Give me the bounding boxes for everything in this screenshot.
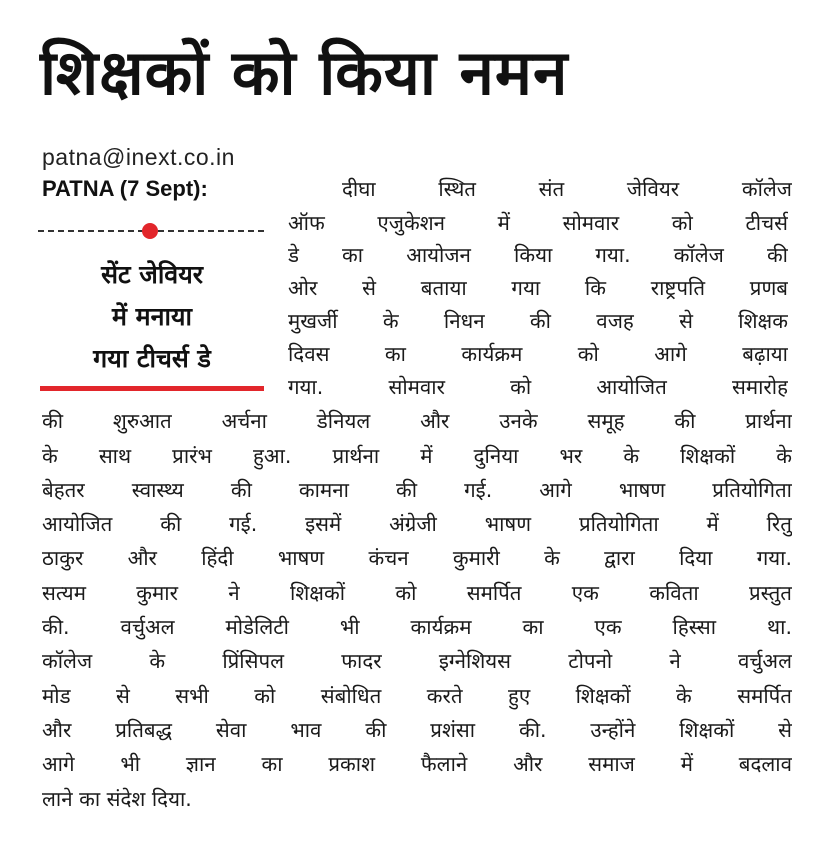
body-line: ऑफ एजुकेशन में सोमवार को टीचर्स xyxy=(288,211,788,235)
red-dot-marker xyxy=(142,223,158,239)
body-line: ठाकुर और हिंदी भाषण कंचन कुमारी के द्वारा दिया गया. xyxy=(42,546,792,570)
kicker-line: सेंट जेवियर xyxy=(101,260,203,289)
body-line: दिवस का कार्यक्रम को आगे बढ़ाया xyxy=(288,342,788,366)
red-underline xyxy=(40,386,264,391)
body-line: सत्यम कुमार ने शिक्षकों को समर्पित एक कविता प्रस्तुत xyxy=(42,581,792,605)
body-line-text: दीघा स्थित संत जेवियर कॉलेज xyxy=(342,177,792,201)
body-line: गया. सोमवार को आयोजित समारोह xyxy=(288,375,788,399)
body-line: ओर से बताया गया कि राष्ट्रपति प्रणब xyxy=(288,276,788,300)
body-line: डे का आयोजन किया गया. कॉलेज की xyxy=(288,243,788,267)
body-line: आगे भी ज्ञान का प्रकाश फैलाने और समाज में बदलाव xyxy=(42,752,792,776)
body-line: और प्रतिबद्ध सेवा भाव की प्रशंसा की. उन्होंने शिक्षकों से xyxy=(42,718,792,742)
headline: शिक्षकों को किया नमन xyxy=(40,36,569,109)
body-line: के साथ प्रारंभ हुआ. प्रार्थना में दुनिया भर के शिक्षकों के xyxy=(42,444,792,468)
kicker-line: में मनाया xyxy=(112,302,192,331)
body-line: लाने का संदेश दिया. xyxy=(42,787,192,811)
body-line: कॉलेज के प्रिंसिपल फादर इग्नेशियस टोपनो ने वर्चुअल xyxy=(42,649,792,673)
reporter-email: patna@inext.co.in xyxy=(42,144,235,170)
body-line: मोड से सभी को संबोधित करते हुए शिक्षकों के समर्पित xyxy=(42,684,792,708)
body-line-1 xyxy=(42,174,792,204)
body-line: आयोजित की गई. इसमें अंग्रेजी भाषण प्रतियोगिता में रितु xyxy=(42,512,792,536)
kicker-box xyxy=(38,218,266,396)
body-line: बेहतर स्वास्थ्य की कामना की गई. आगे भाषण प्रतियोगिता xyxy=(42,478,792,502)
kicker-line: गया टीचर्स डे xyxy=(93,344,211,373)
dateline: PATNA (7 Sept): xyxy=(42,176,208,201)
body-line: मुखर्जी के निधन की वजह से शिक्षक xyxy=(288,309,788,333)
kicker-subheading xyxy=(38,254,266,380)
body-line: की. वर्चुअल मोडेलिटी भी कार्यक्रम का एक हिस्सा था. xyxy=(42,615,792,639)
body-line: की शुरुआत अर्चना डेनियल और उनके समूह की प्रार्थना xyxy=(42,409,792,433)
